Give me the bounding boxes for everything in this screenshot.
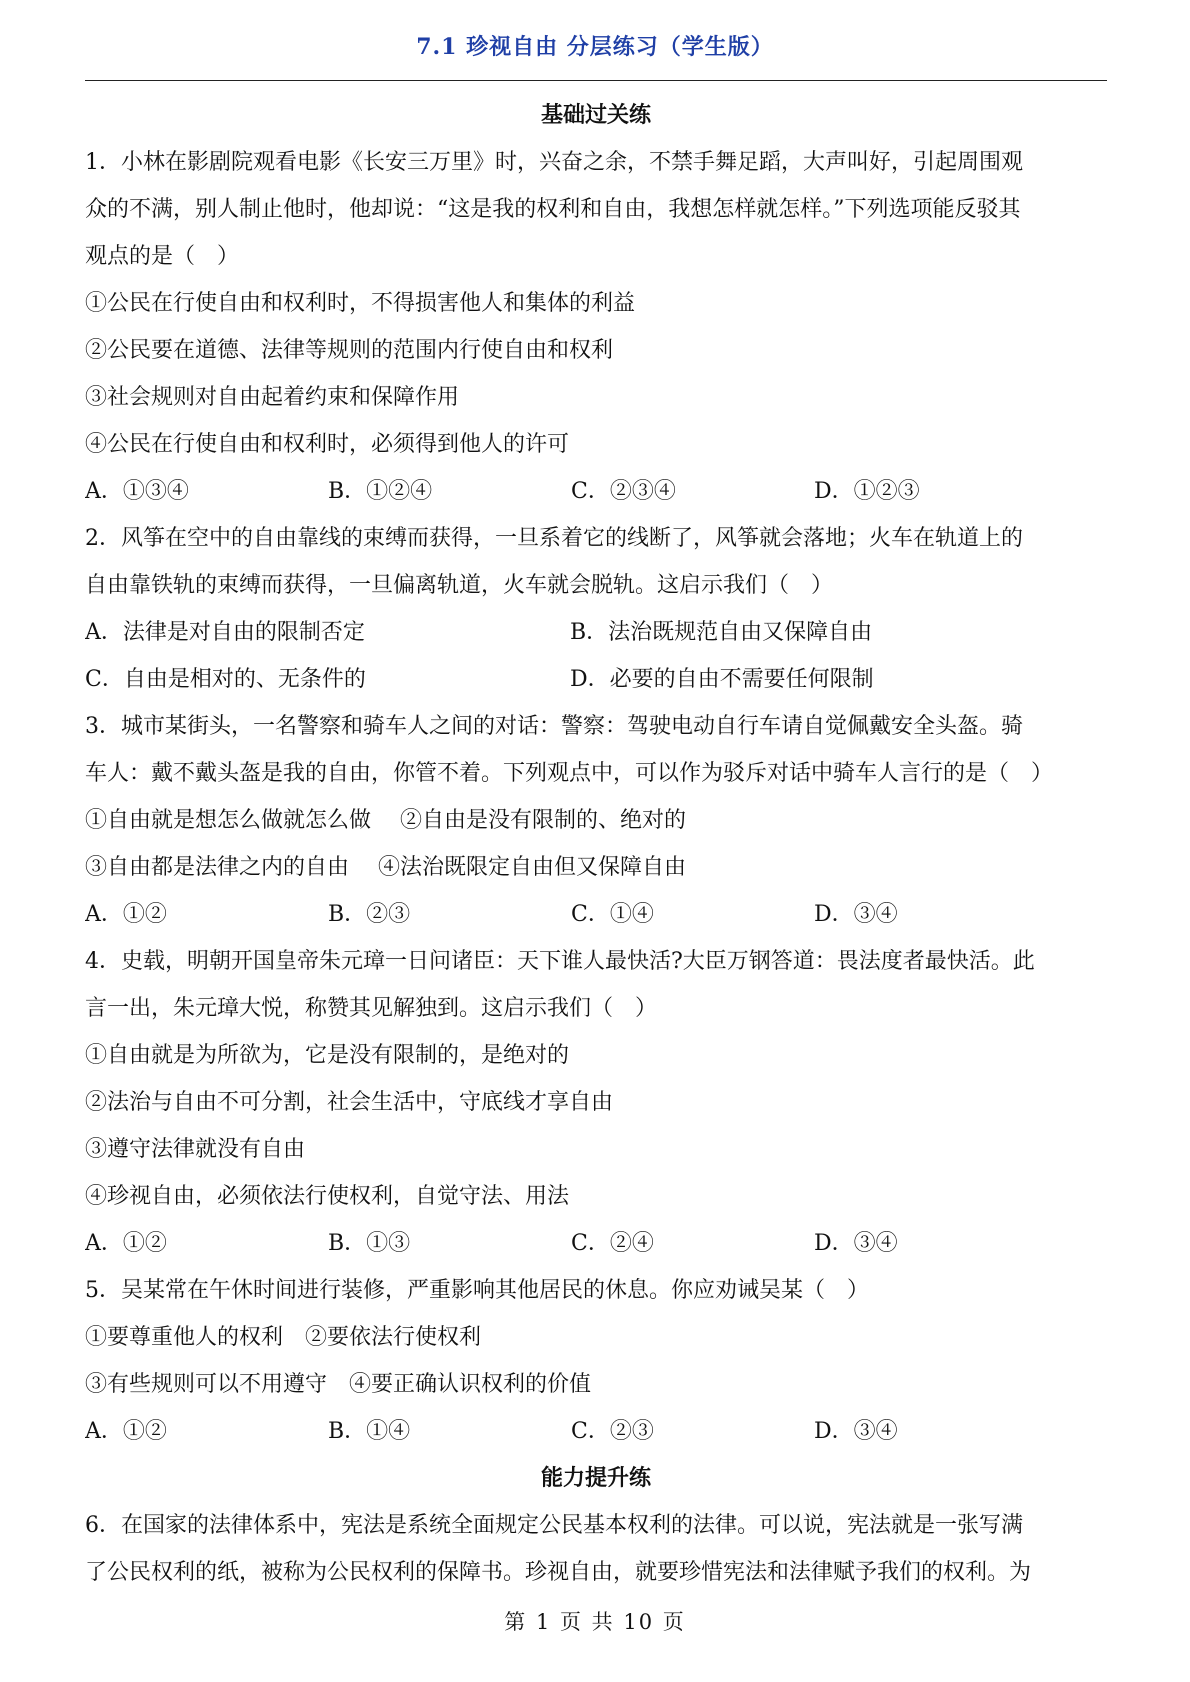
question-6: [85, 1502, 1107, 1596]
question-stem-line: 观点的是（ ）: [85, 244, 240, 269]
question-stem-line: 众的不满，别人制止他时，他却说：“这是我的权利和自由，我想怎样就怎样。”下列选项能反驳其: [85, 197, 1021, 222]
question-5: [85, 1267, 1107, 1455]
question-1: [85, 139, 1107, 515]
header-divider: [85, 80, 1107, 81]
statement-item: ③有些规则可以不用遵守 ④要正确认识权利的价值: [85, 1372, 592, 1397]
option-d: D．③④: [814, 1419, 898, 1444]
question-4: [85, 938, 1107, 1267]
statement-item: ②公民要在道德、法律等规则的范围内行使自由和权利: [85, 338, 614, 363]
statement-item: ④珍视自由，必须依法行使权利，自觉守法、用法: [85, 1184, 570, 1209]
answer-options: [85, 656, 1107, 703]
answer-options: [85, 609, 1107, 656]
option-b: B．法治既规范自由又保障自由: [570, 620, 873, 645]
statement-item: ④公民在行使自由和权利时，必须得到他人的许可: [85, 432, 570, 457]
question-2: [85, 515, 1107, 703]
answer-options: [85, 1220, 1107, 1267]
option-b: B．①④: [328, 1419, 411, 1444]
statement-item: ③遵守法律就没有自由: [85, 1137, 306, 1162]
option-d: D．③④: [814, 1231, 898, 1256]
question-stem-line: 6．在国家的法律体系中，宪法是系统全面规定公民基本权利的法律。可以说，宪法就是一张写满: [85, 1513, 1024, 1538]
question-stem-line: 了公民权利的纸，被称为公民权利的保障书。珍视自由，就要珍惜宪法和法律赋予我们的权利。为: [85, 1560, 1032, 1585]
question-stem-line: 3．城市某街头，一名警察和骑车人之间的对话：警察：驾驶电动自行车请自觉佩戴安全头盔。骑: [85, 714, 1024, 739]
statement-item: ②法治与自由不可分割，社会生活中，守底线才享自由: [85, 1090, 614, 1115]
option-d: D．①②③: [814, 479, 920, 504]
page-footer: 第 1 页 共 10 页: [504, 1610, 686, 1634]
statement-item: ①自由就是为所欲为，它是没有限制的，是绝对的: [85, 1043, 570, 1068]
option-a: A．①②: [85, 1419, 167, 1444]
option-a: A．①③④: [85, 479, 189, 504]
option-d: D．必要的自由不需要任何限制: [570, 667, 874, 692]
section-heading-advanced: 能力提升练: [540, 1465, 651, 1491]
statement-item: ③社会规则对自由起着约束和保障作用: [85, 385, 460, 410]
question-stem-line: 4．史载，明朝开国皇帝朱元璋一日问诸臣：天下谁人最快活?大臣万钢答道：畏法度者最快活。此: [85, 949, 1035, 974]
section-heading-basic: 基础过关练: [540, 102, 651, 128]
question-3: [85, 703, 1107, 938]
question-stem-line: 2．风筝在空中的自由靠线的束缚而获得，一旦系着它的线断了，风筝就会落地；火车在轨道上的: [85, 526, 1024, 551]
option-b: B．①②④: [328, 479, 433, 504]
question-stem-line: 言一出，朱元璋大悦，称赞其见解独到。这启示我们（ ）: [85, 996, 658, 1021]
question-stem-line: 5．吴某常在午休时间进行装修，严重影响其他居民的休息。你应劝诫吴某（ ）: [85, 1278, 869, 1303]
statement-item: ①公民在行使自由和权利时，不得损害他人和集体的利益: [85, 291, 636, 316]
question-stem-line: 车人：戴不戴头盔是我的自由，你管不着。下列观点中，可以作为驳斥对话中骑车人言行的是（ ）: [85, 761, 1054, 786]
option-c: C．自由是相对的、无条件的: [85, 667, 366, 692]
option-c: C．②④: [571, 1231, 654, 1256]
option-b: B．②③: [328, 902, 411, 927]
option-a: A．①②: [85, 902, 167, 927]
option-c: C．①④: [571, 902, 654, 927]
option-a: A．法律是对自由的限制否定: [85, 620, 365, 645]
document-title: 7.1 珍视自由 分层练习（学生版）: [416, 34, 774, 60]
option-c: C．②③: [571, 1419, 654, 1444]
option-a: A．①②: [85, 1231, 167, 1256]
content: [85, 92, 1107, 1596]
answer-options: [85, 468, 1107, 515]
answer-options: [85, 891, 1107, 938]
answer-options: [85, 1408, 1107, 1455]
statement-item: ①要尊重他人的权利 ②要依法行使权利: [85, 1325, 482, 1350]
option-d: D．③④: [814, 902, 898, 927]
question-stem-line: 1．小林在影剧院观看电影《长安三万里》时，兴奋之余，不禁手舞足蹈，大声叫好，引起周围观: [85, 150, 1024, 175]
statement-item: ①自由就是想怎么做就怎么做 ②自由是没有限制的、绝对的: [85, 808, 686, 833]
statement-item: ③自由都是法律之内的自由 ④法治既限定自由但又保障自由: [85, 855, 686, 880]
option-b: B．①③: [328, 1231, 411, 1256]
question-stem-line: 自由靠铁轨的束缚而获得，一旦偏离轨道，火车就会脱轨。这启示我们（ ）: [85, 573, 834, 598]
option-c: C．②③④: [571, 479, 676, 504]
